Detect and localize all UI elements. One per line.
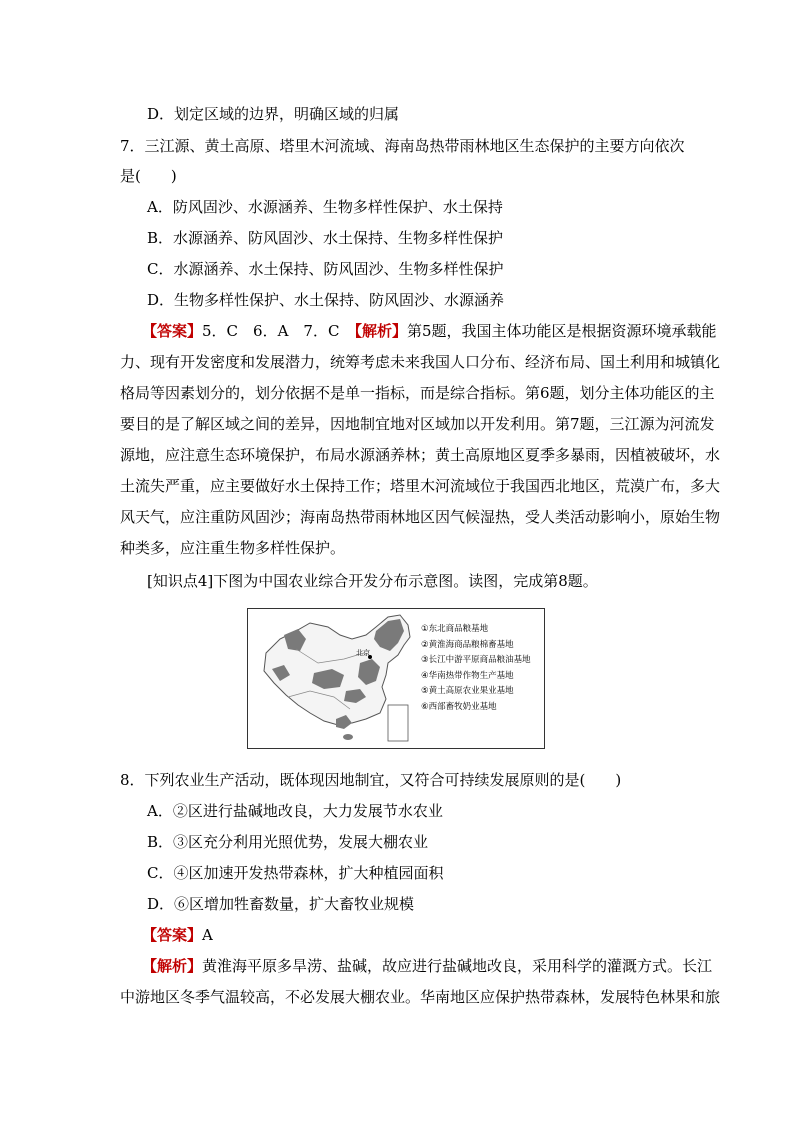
answer-text: 5．C 6．A 7．C xyxy=(202,322,355,340)
knowledge-point: [知识点4]下图为中国农业综合开发分布示意图。读图，完成第8题。 xyxy=(147,572,598,590)
q7-option-c: C．水源涵养、水土保持、防风固沙、生物多样性保护 xyxy=(147,260,504,278)
analysis-tag: 【解析】 xyxy=(354,322,407,340)
analysis-2-text: 黄淮海平原多旱涝、盐碱，故应进行盐碱地改良，采用科学的灌溉方式。长江 xyxy=(202,957,713,975)
agriculture-map-figure xyxy=(247,608,545,749)
answer-text: A xyxy=(202,926,213,944)
south-sea-inset xyxy=(388,705,408,741)
q7-option-d: D．生物多样性保护、水土保持、防风固沙、水源涵养 xyxy=(147,291,505,309)
analysis-2-line-2: 中游地区冬季气温较高，不必发展大棚农业。华南地区应保护热带森林，发展特色林果和旅 xyxy=(120,988,721,1006)
q8-option-b: B．③区充分利用光照优势，发展大棚农业 xyxy=(147,833,429,851)
legend-item: ①东北商品粮基地 xyxy=(421,624,489,634)
analysis-line-7: 风天气，应注重防风固沙；海南岛热带雨林地区因气候湿热，受人类活动影响小，原始生物 xyxy=(120,508,721,526)
legend-item: ④华南热带作物生产基地 xyxy=(421,670,514,681)
q8-option-c: C．④区加速开发热带森林，扩大种植园面积 xyxy=(147,864,444,882)
answer-tag: 【答案】 xyxy=(142,926,203,944)
q8-option-d: D．⑥区增加牲畜数量，扩大畜牧业规模 xyxy=(147,895,415,913)
analysis-tag: 【解析】 xyxy=(142,957,203,975)
analysis-line-3: 格局等因素划分的，划分依据不是单一指标，而是综合指标。第6题，划分主体功能区的主 xyxy=(120,384,715,402)
q7-option-a: A．防风固沙、水源涵养、生物多样性保护、水土保持 xyxy=(147,198,503,216)
legend-item: ③长江中游平原商品粮油基地 xyxy=(421,655,531,665)
q7-stem-line2: 是( ) xyxy=(120,167,177,185)
legend-item: ②黄淮海商品粮棉畜基地 xyxy=(421,639,514,650)
analysis-line-8: 种类多，应注重生物多样性保护。 xyxy=(120,539,346,557)
q8-stem: 8．下列农业生产活动，既体现因地制宜，又符合可持续发展原则的是( ) xyxy=(120,771,622,789)
answer-line-1 xyxy=(142,321,717,341)
hainan-island xyxy=(343,734,353,740)
q7-option-b: B．水源涵养、防风固沙、水土保持、生物多样性保护 xyxy=(147,229,504,247)
analysis-line-1: 第5题，我国主体功能区是根据资源环境承载能 xyxy=(406,322,717,340)
analysis-line-4: 要目的是了解区域之间的差异，因地制宜地对区域加以开发利用。第7题，三江源为河流发 xyxy=(120,415,715,433)
analysis-line-2: 力、现有开发密度和发展潜力，统筹考虑未来我国人口分布、经济布局、国土利用和城镇化 xyxy=(120,353,721,371)
q7-stem-line1: 7．三江源、黄土高原、塔里木河流域、海南岛热带雨林地区生态保护的主要方向依次 xyxy=(120,137,685,155)
analysis-line-6: 土流失严重，应主要做好水土保持工作；塔里木河流域位于我国西北地区，荒漠广布，多大 xyxy=(120,477,721,495)
answer-2-line xyxy=(142,925,213,945)
legend-item: ⑤黄土高原农业果业基地 xyxy=(421,686,514,696)
q6-option-d: D．划定区域的边界，明确区域的归属 xyxy=(147,105,400,123)
map-legend xyxy=(421,622,531,715)
q8-option-a: A．②区进行盐碱地改良，大力发展节水农业 xyxy=(147,802,443,820)
analysis-line-5: 源地，应注意生态环境保护，布局水源涵养林；黄土高原地区夏季多暴雨，因植被破坏，水 xyxy=(120,446,721,464)
answer-tag: 【答案】 xyxy=(142,322,203,340)
beijing-label: 北京 xyxy=(356,649,370,657)
legend-item: ⑥西部畜牧奶业基地 xyxy=(421,701,497,712)
analysis-2-line-1 xyxy=(142,956,712,976)
